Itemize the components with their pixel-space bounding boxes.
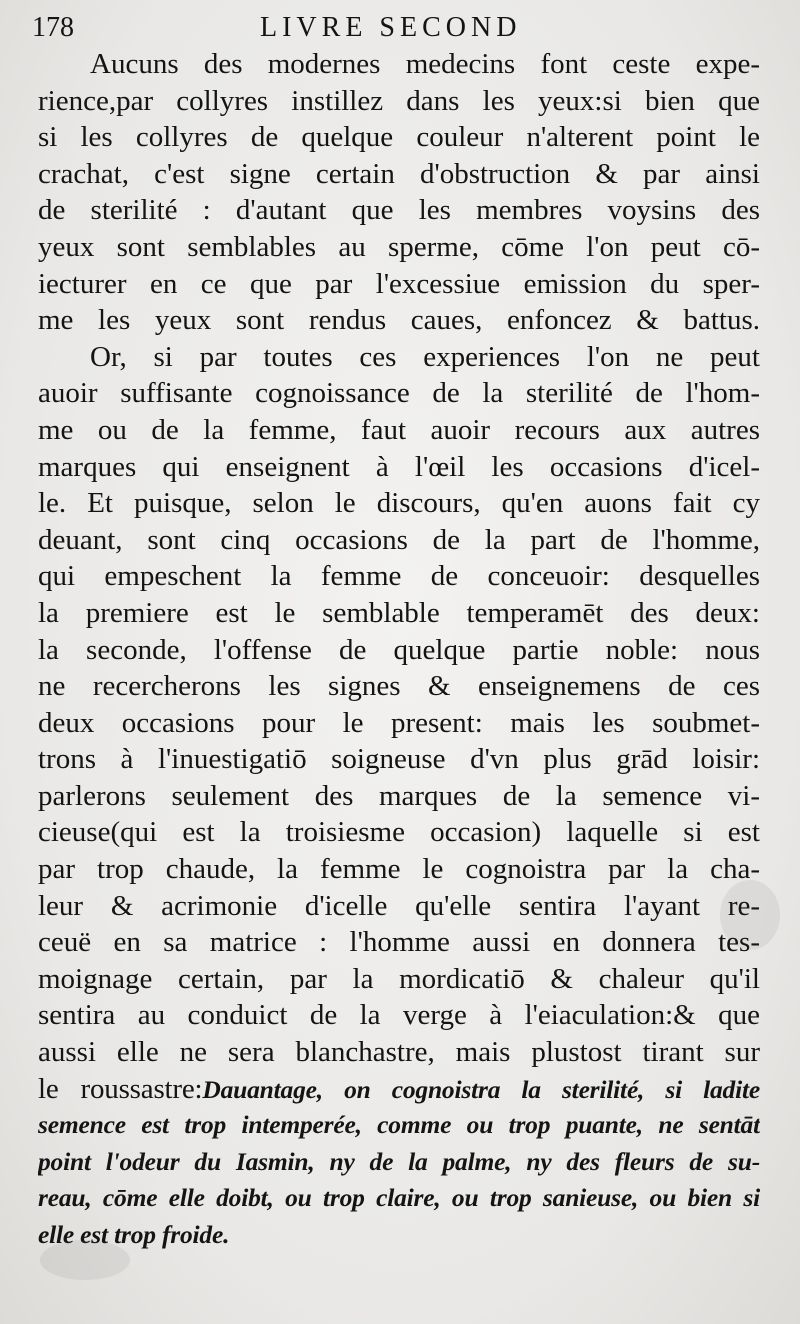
text-line: reau, cōme elle doibt, ou trop claire, ou trop sanieuse, ou bien si bbox=[38, 1183, 760, 1213]
text-line: le. Et puisque, selon le discours, qu'en auons fait cy bbox=[38, 487, 760, 520]
text-line: Aucuns des modernes medecins font ceste expe- bbox=[90, 48, 760, 80]
text-line: de sterilité : d'autant que les membres voysins des bbox=[38, 194, 760, 227]
text-line: moignage certain, par la mordicatiō & chaleur qu'il bbox=[38, 962, 760, 995]
text-line: aussi elle ne sera blanchastre, mais plustost tirant sur bbox=[38, 1036, 760, 1069]
text-line: ceuë en sa matrice : l'homme aussi en donnera tes- bbox=[38, 926, 760, 959]
text-line: la seconde, l'offense de quelque partie noble: nous bbox=[38, 633, 760, 666]
running-title: LIVRE SECOND bbox=[260, 12, 522, 43]
text-line: rience,par collyres instillez dans les yeux:si bien que bbox=[38, 84, 760, 117]
text-line: auoir suffisante cognoissance de la sterilité de l'hom- bbox=[38, 377, 760, 410]
text-line: marques qui enseignent à l'œil les occasions d'icel- bbox=[38, 450, 760, 483]
italic-text: Dauantage, on cognoistra la sterilité, si ladite bbox=[202, 1074, 760, 1104]
page-header bbox=[32, 12, 760, 46]
page-number: 178 bbox=[32, 12, 74, 43]
text-line: cieuse(qui est la troisiesme occasion) laquelle si est bbox=[38, 816, 760, 849]
text-line: me les yeux sont rendus caues, enfoncez & battus. bbox=[38, 304, 760, 337]
text-line bbox=[38, 1071, 760, 1108]
text-line: si les collyres de quelque couleur n'alterent point le bbox=[38, 121, 760, 154]
text-line: semence est trop intemperée, comme ou trop puante, ne sentāt bbox=[38, 1110, 760, 1140]
print-smudge bbox=[720, 880, 780, 950]
text-line: par trop chaude, la femme le cognoistra par la cha- bbox=[38, 853, 760, 886]
text-line: deuant, sont cinq occasions de la part de l'homme, bbox=[38, 523, 760, 556]
text-line: deux occasions pour le present: mais les soubmet- bbox=[38, 706, 760, 739]
page-body-text bbox=[38, 46, 760, 1254]
text-line: leur & acrimonie d'icelle qu'elle sentira l'ayant re- bbox=[38, 889, 760, 922]
text-line: la premiere est le semblable temperamēt des deux: bbox=[38, 596, 760, 629]
print-smudge bbox=[40, 1240, 130, 1280]
text-line: Or, si par toutes ces experiences l'on ne peut bbox=[90, 340, 760, 373]
text-line: parlerons seulement des marques de la semence vi- bbox=[38, 779, 760, 812]
text-line: qui empeschent la femme de conceuoir: desquelles bbox=[38, 560, 760, 593]
text-line: point l'odeur du Iasmin, ny de la palme, ny des fleurs de su- bbox=[38, 1146, 760, 1176]
text-line: iecturer en ce que par l'excessiue emission du sper- bbox=[38, 267, 760, 300]
text-line: elle est trop froide. bbox=[38, 1220, 230, 1249]
text-line: ne recercherons les signes & enseignemens de ces bbox=[38, 670, 760, 703]
text-line: trons à l'inuestigatiō soigneuse d'vn plus grād loisir: bbox=[38, 743, 760, 776]
text-line: me ou de la femme, faut auoir recours aux autres bbox=[38, 413, 760, 446]
text-line: crachat, c'est signe certain d'obstruction & par ainsi bbox=[38, 157, 760, 190]
text-line: sentira au conduict de la verge à l'eiaculation:& que bbox=[38, 999, 760, 1032]
text-line: yeux sont semblables au sperme, cōme l'on peut cō- bbox=[38, 230, 760, 263]
roman-text: le roussastre: bbox=[38, 1072, 203, 1105]
